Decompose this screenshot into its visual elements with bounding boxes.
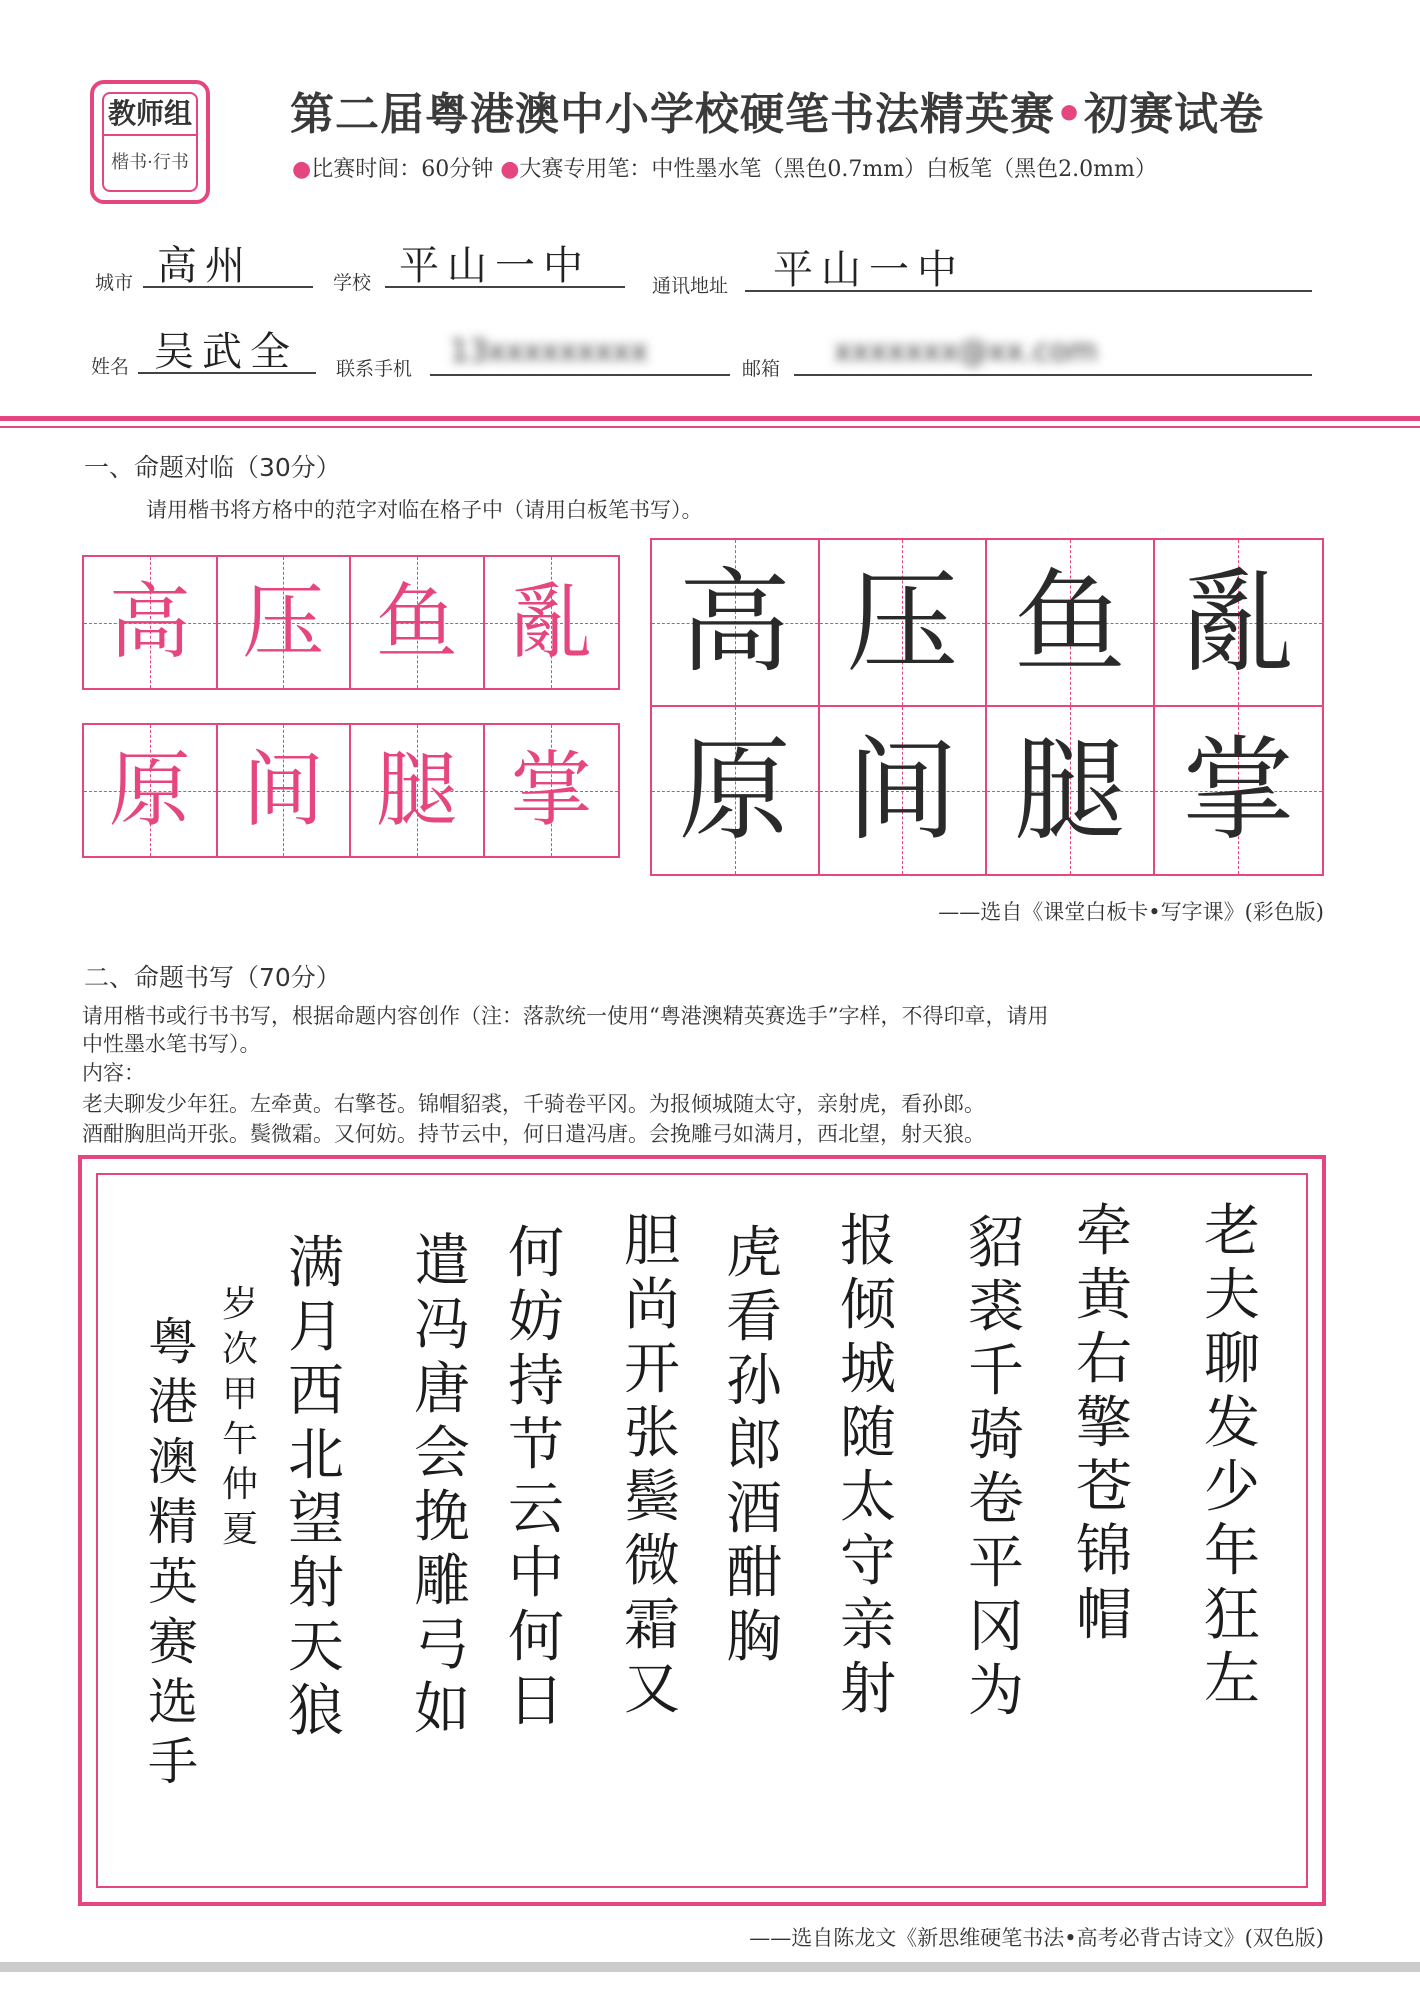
- handwritten-char: 夏: [222, 1509, 259, 1550]
- handwritten-char: 狂: [1204, 1583, 1260, 1648]
- section1-heading: 一、命题对临（30分）: [84, 453, 341, 482]
- poem-column: [288, 1232, 344, 1744]
- model-cell: [218, 725, 352, 856]
- handwritten-char: 遣: [414, 1229, 470, 1294]
- handwritten-char: 苍: [1076, 1455, 1132, 1520]
- copy-cell[interactable]: [1155, 707, 1323, 874]
- copy-grid[interactable]: [650, 538, 1324, 876]
- handwritten-char: 虎: [726, 1221, 782, 1286]
- handwritten-char: 老: [1204, 1199, 1260, 1264]
- handwritten-char: 午: [222, 1419, 259, 1460]
- handwritten-char: 张: [624, 1401, 680, 1466]
- handwritten-char: 精: [148, 1493, 198, 1551]
- copy-char: 腿: [1013, 725, 1126, 856]
- exam-subtitle: [292, 152, 1157, 183]
- handwritten-char: 中: [508, 1541, 564, 1606]
- handwritten-char: 霜: [624, 1593, 680, 1658]
- copy-char: 掌: [1182, 725, 1295, 856]
- handwritten-char: 节: [508, 1413, 564, 1478]
- bullet-icon: ●: [292, 157, 312, 182]
- handwritten-char: 日: [508, 1669, 564, 1734]
- group-badge: [90, 80, 210, 204]
- copy-cell[interactable]: [652, 707, 820, 874]
- handwritten-char: 裘: [968, 1275, 1024, 1340]
- handwritten-char: 胸: [726, 1605, 782, 1670]
- exam-title: [290, 78, 1264, 142]
- handwritten-char: 聊: [1204, 1327, 1260, 1392]
- handwritten-char: 粤: [148, 1313, 198, 1371]
- name-label: 姓名: [91, 356, 130, 378]
- handwritten-char: 擎: [1076, 1391, 1132, 1456]
- handwritten-char: 何: [508, 1221, 564, 1286]
- handwritten-char: 微: [624, 1529, 680, 1594]
- handwritten-char: 为: [968, 1659, 1024, 1724]
- handwritten-char: 选: [148, 1673, 198, 1731]
- handwritten-char: 发: [1204, 1391, 1260, 1456]
- handwritten-char: 北: [288, 1423, 344, 1488]
- model-char: 高: [108, 574, 191, 670]
- handwritten-char: 夫: [1204, 1263, 1260, 1328]
- handwritten-char: 澳: [148, 1433, 198, 1491]
- copy-cell[interactable]: [1155, 540, 1323, 707]
- section2-instruction-line2: 中性墨水笔书写）。: [82, 1032, 261, 1056]
- handwritten-char: 卷: [968, 1467, 1024, 1532]
- handwritten-char: 甲: [222, 1374, 259, 1415]
- poem-text-line1: 老夫聊发少年狂。左牵黄。右擎苍。锦帽貂裘，千骑卷平冈。为报倾城随太守，亲射虎，看孙郎。: [82, 1092, 985, 1116]
- handwritten-char: 月: [288, 1295, 344, 1360]
- handwritten-char: 冯: [414, 1293, 470, 1358]
- model-grid-row1: [82, 555, 620, 690]
- handwritten-char: 开: [624, 1337, 680, 1402]
- handwritten-char: 守: [840, 1529, 896, 1594]
- handwritten-char: 黄: [1076, 1263, 1132, 1328]
- content-label: 内容：: [82, 1061, 145, 1085]
- model-char: 间: [242, 742, 325, 838]
- email-label: 邮箱: [742, 358, 781, 380]
- handwritten-char: 射: [840, 1657, 896, 1722]
- bullet-icon: ●: [500, 157, 520, 182]
- poem-column: [840, 1210, 896, 1722]
- handwritten-char: 倾: [840, 1273, 896, 1338]
- poem-column: [414, 1230, 470, 1742]
- model-char: 原: [108, 742, 191, 838]
- handwritten-char: 少: [1204, 1455, 1260, 1520]
- handwritten-char: 城: [840, 1337, 896, 1402]
- handwritten-char: 港: [148, 1373, 198, 1431]
- handwritten-char: 唐: [414, 1357, 470, 1422]
- handwritten-char: 弓: [414, 1613, 470, 1678]
- handwritten-char: 右: [1076, 1327, 1132, 1392]
- model-cell: [351, 725, 485, 856]
- model-char: 压: [242, 574, 325, 670]
- handwritten-char: 尚: [624, 1273, 680, 1338]
- school-label: 学校: [333, 272, 372, 294]
- handwritten-char: 雕: [414, 1549, 470, 1614]
- handwritten-char: 郎: [726, 1413, 782, 1478]
- address-label: 通讯地址: [652, 275, 729, 297]
- poem-column: [1076, 1200, 1132, 1648]
- address-field[interactable]: [745, 248, 1312, 292]
- header-divider-thin: [0, 426, 1420, 428]
- copy-cell[interactable]: [820, 707, 988, 874]
- poem-column: [1204, 1200, 1260, 1712]
- model-cell: [485, 725, 619, 856]
- handwritten-char: 持: [508, 1349, 564, 1414]
- phone-value-blurred: 13xxxxxxxxx: [450, 334, 648, 369]
- handwritten-char: 挽: [414, 1485, 470, 1550]
- exam-pens: 大赛专用笔：中性墨水笔（黑色0.7mm）白板笔（黑色2.0mm）: [519, 157, 1157, 182]
- copy-char: 间: [846, 725, 959, 856]
- signature-column: [148, 1312, 198, 1792]
- section1-source: ——选自《课堂白板卡•写字课》(彩色版): [938, 900, 1324, 924]
- copy-char: 原: [678, 725, 791, 856]
- poem-column: [726, 1222, 782, 1670]
- handwritten-char: 岁: [222, 1284, 259, 1325]
- model-char: 掌: [510, 742, 593, 838]
- handwritten-char: 孙: [726, 1349, 782, 1414]
- handwritten-char: 看: [726, 1285, 782, 1350]
- badge-divider: [104, 134, 196, 136]
- handwritten-char: 貂: [968, 1211, 1024, 1276]
- model-cell: [84, 557, 218, 688]
- model-grid-row2: [82, 723, 620, 858]
- model-cell: [84, 725, 218, 856]
- model-char: 亂: [510, 574, 593, 670]
- handwritten-char: 太: [840, 1465, 896, 1530]
- badge-styles-label: 楷书·行书: [111, 152, 189, 173]
- copy-char: 压: [846, 557, 959, 688]
- handwritten-char: 何: [508, 1605, 564, 1670]
- handwritten-char: 胆: [624, 1209, 680, 1274]
- exam-duration: 比赛时间：60分钟: [311, 157, 494, 182]
- handwritten-char: 会: [414, 1421, 470, 1486]
- copy-cell[interactable]: [652, 540, 820, 707]
- name-value: 吴武全: [154, 329, 298, 375]
- model-cell: [485, 557, 619, 688]
- poem-text-line2: 酒酣胸胆尚开张。鬓微霜。又何妨。持节云中，何日遣冯唐。会挽雕弓如满月，西北望，射天狼。: [82, 1122, 985, 1146]
- copy-char: 亂: [1182, 557, 1295, 688]
- school-value: 平山一中: [399, 243, 591, 289]
- badge-group-label: 教师组: [107, 97, 192, 130]
- handwritten-char: 满: [288, 1231, 344, 1296]
- handwritten-char: 望: [288, 1487, 344, 1552]
- model-char: 鱼: [375, 574, 458, 670]
- section1-instruction: 请用楷书将方格中的范字对临在格子中（请用白板笔书写）。: [146, 498, 703, 522]
- model-char: 腿: [375, 742, 458, 838]
- school-field[interactable]: [385, 244, 625, 288]
- handwritten-char: 左: [1204, 1647, 1260, 1712]
- handwritten-char: 报: [840, 1209, 896, 1274]
- handwritten-char: 妨: [508, 1285, 564, 1350]
- handwritten-char: 牵: [1076, 1199, 1132, 1264]
- handwritten-char: 鬓: [624, 1465, 680, 1530]
- name-field[interactable]: [138, 330, 316, 374]
- poem-column: [968, 1212, 1024, 1724]
- email-field[interactable]: [794, 332, 1312, 376]
- copy-cell[interactable]: [820, 540, 988, 707]
- city-value: 高州: [157, 243, 253, 289]
- header-divider-thick: [0, 416, 1420, 421]
- copy-char: 鱼: [1013, 557, 1126, 688]
- model-cell: [351, 557, 485, 688]
- phone-label: 联系手机: [336, 358, 413, 380]
- handwritten-char: 年: [1204, 1519, 1260, 1584]
- address-value: 平山一中: [773, 247, 965, 293]
- model-cell: [218, 557, 352, 688]
- date-column: [222, 1282, 258, 1552]
- email-value-blurred: xxxxxxx@xx.com: [834, 334, 1098, 369]
- handwritten-char: 英: [148, 1553, 198, 1611]
- handwritten-char: 亲: [840, 1593, 896, 1658]
- copy-cell[interactable]: [987, 540, 1155, 707]
- handwritten-char: 狼: [288, 1679, 344, 1744]
- poem-column: [508, 1222, 564, 1734]
- handwritten-char: 射: [288, 1551, 344, 1616]
- title-dot: •: [1055, 89, 1085, 140]
- handwritten-char: 酒: [726, 1477, 782, 1542]
- handwritten-char: 手: [148, 1733, 198, 1791]
- handwritten-char: 赛: [148, 1613, 198, 1671]
- handwritten-char: 随: [840, 1401, 896, 1466]
- phone-field[interactable]: [430, 332, 730, 376]
- handwritten-char: 酣: [726, 1541, 782, 1606]
- exam-title-main: 第二届粤港澳中小学校硬笔书法精英赛: [290, 89, 1055, 140]
- scan-edge: [0, 1962, 1420, 1972]
- poem-column: [624, 1210, 680, 1722]
- copy-cell[interactable]: [987, 707, 1155, 874]
- handwritten-char: 千: [968, 1339, 1024, 1404]
- handwritten-char: 冈: [968, 1595, 1024, 1660]
- section2-instruction-line1: 请用楷书或行书书写，根据命题内容创作（注：落款统一使用“粤港澳精英赛选手”字样，不得印章，请用: [82, 1004, 1049, 1028]
- handwritten-char: 西: [288, 1359, 344, 1424]
- handwritten-char: 次: [222, 1329, 259, 1370]
- handwritten-char: 如: [414, 1677, 470, 1742]
- handwritten-char: 帽: [1076, 1583, 1132, 1648]
- handwritten-char: 骑: [968, 1403, 1024, 1468]
- handwritten-char: 平: [968, 1531, 1024, 1596]
- section2-source: ——选自陈龙文《新思维硬笔书法•高考必背古诗文》(双色版): [749, 1926, 1324, 1950]
- city-field[interactable]: [143, 244, 313, 288]
- handwritten-char: 天: [288, 1615, 344, 1680]
- handwritten-char: 又: [624, 1657, 680, 1722]
- city-label: 城市: [95, 272, 134, 294]
- handwritten-char: 锦: [1076, 1519, 1132, 1584]
- handwritten-char: 云: [508, 1477, 564, 1542]
- exam-title-tail: 初赛试卷: [1084, 89, 1265, 140]
- handwritten-char: 仲: [222, 1464, 259, 1505]
- section2-heading: 二、命题书写（70分）: [84, 963, 341, 992]
- copy-char: 高: [678, 557, 791, 688]
